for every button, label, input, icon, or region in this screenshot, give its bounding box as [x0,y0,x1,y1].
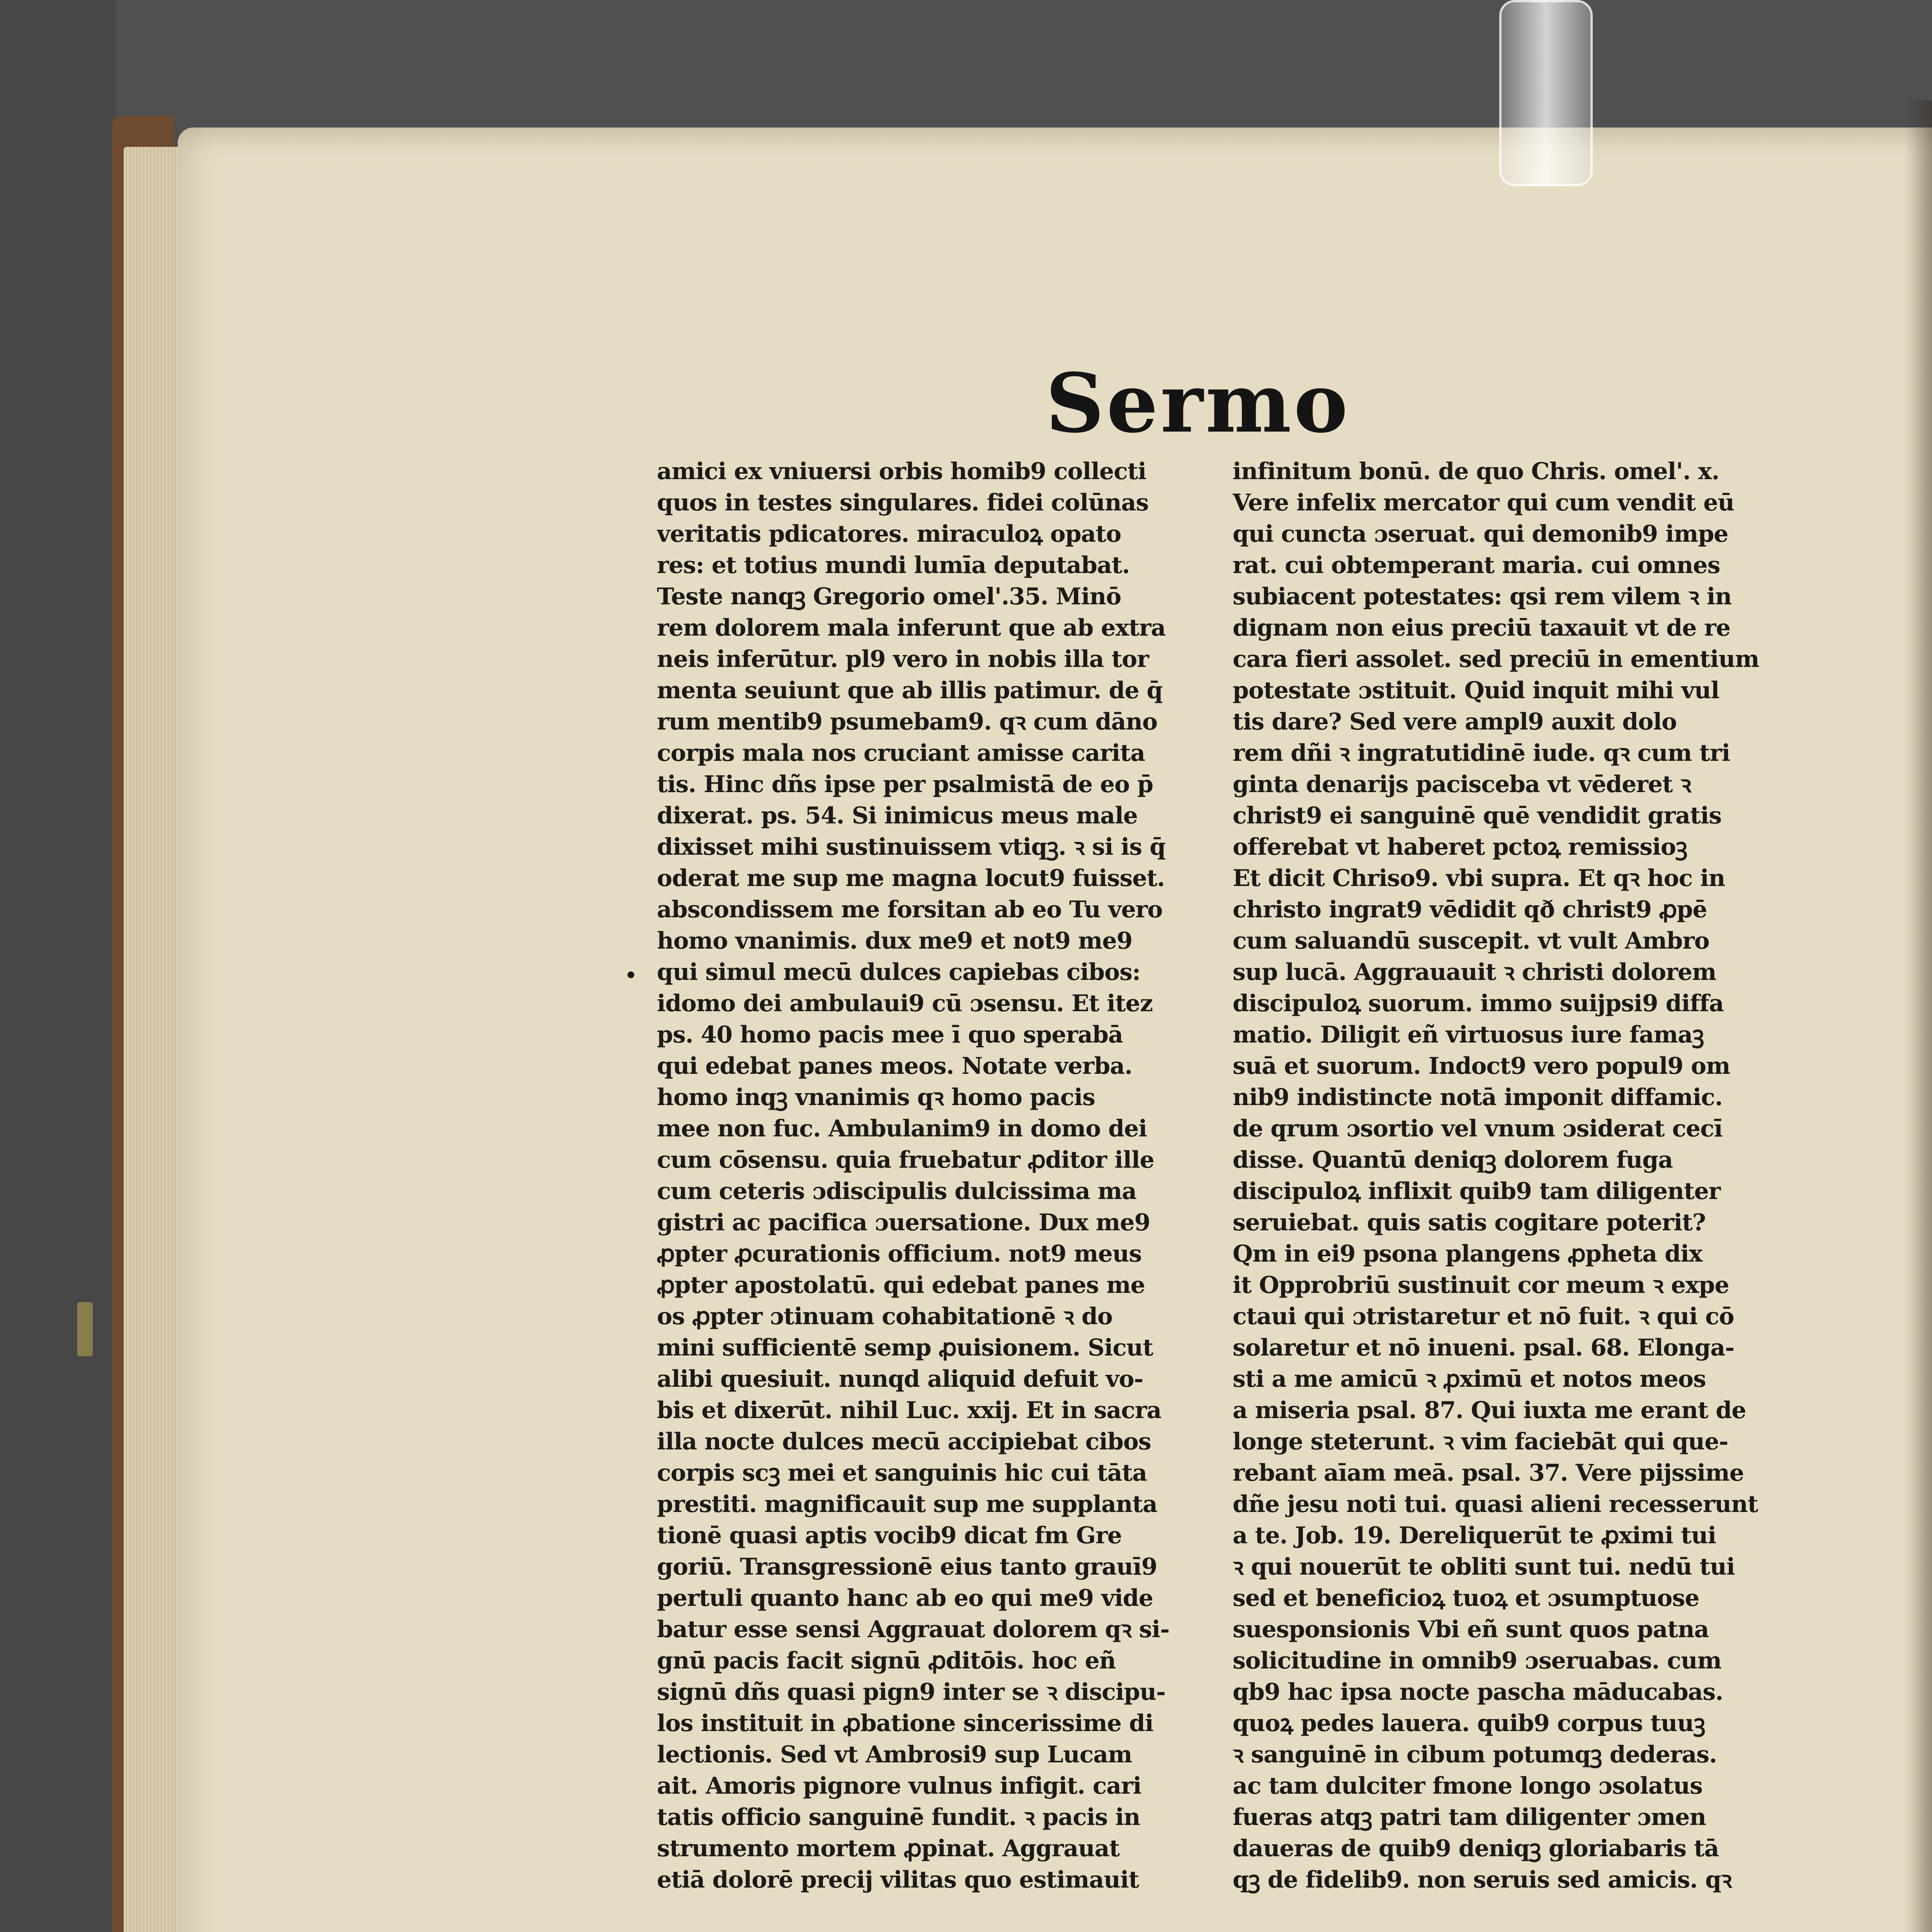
text-line: solaretur et nō inueni. psal. 68. Elonga- [1233,1334,1735,1361]
text-line: fueras atqꝫ patri tam diligenter ɔmen [1233,1804,1706,1831]
text-line: qb9 hac ipsa nocte pascha māducabas. [1233,1679,1723,1706]
text-line: potestate ɔstituit. Quid inquit mihi vul [1233,677,1719,704]
text-line: homo inqꝫ vnanimis qꝛ homo pacis [657,1084,1095,1111]
text-line: qꝫ de fidelib9. non seruis sed amicis. qꝛ [1233,1866,1732,1893]
text-line: it Opprobriū sustinuit cor meum ꝛ expe [1233,1272,1729,1299]
text-line: dñe jesu noti tui. quasi alieni recesserunt [1233,1491,1758,1518]
text-line: res: et totius mundi lumīa deputabat. [657,552,1130,579]
book-weight-top[interactable] [1499,0,1593,186]
text-line: qui cuncta ɔseruat. qui demonib9 impe [1233,520,1728,548]
text-line: Teste nanqꝫ Gregorio omel'.35. Minō [657,583,1121,610]
text-line: gistri ac pacifica ɔuersatione. Dux me9 [657,1209,1150,1236]
text-line: longe steterunt. ꝛ vim faciebāt qui que- [1233,1428,1728,1455]
text-line: ꝛ sanguinē in cibum potumqꝫ dederas. [1233,1741,1717,1768]
text-line: dignam non eius preciū taxauit vt de re [1233,614,1731,641]
text-line: idomo dei ambulaui9 cū ɔsensu. Et itez [657,990,1153,1017]
text-line: tatis officio sanguinē fundit. ꝛ pacis in [657,1804,1140,1831]
text-line: corpis scꝫ mei et sanguinis hic cui tāta [657,1459,1147,1486]
text-line: rem dñi ꝛ ingratutidinē iude. qꝛ cum tri [1233,740,1730,767]
text-line: bis et dixerūt. nihil Luc. xxij. Et in sacra [657,1397,1162,1424]
text-line: menta seuiunt que ab illis patimur. de q̄ [657,677,1163,704]
text-line: los instituit in ꝓbatione sincerissime di [657,1710,1153,1737]
text-line: signū dñs quasi pign9 inter se ꝛ discipu- [657,1679,1166,1706]
text-line: mini sufficientē semp ꝓuisionem. Sicut [657,1334,1153,1361]
text-line: cum cōsensu. quia fruebatur ꝓditor ille [657,1146,1154,1173]
text-line: nib9 indistincte notā imponit diffamic. [1233,1084,1723,1111]
text-line: qui simul mecū dulces capiebas cibos: [657,959,1141,986]
text-line: Qm in ei9 psona plangens ꝓpheta dix [1233,1240,1702,1267]
text-line: ꝓpter ꝓcurationis officium. not9 meus [657,1240,1142,1267]
text-line: a te. Job. 19. Dereliquerūt te ꝓximi tui [1233,1522,1716,1549]
text-column-right [1233,456,1785,1896]
text-line: rem dolorem mala inferunt que ab extra [657,614,1166,641]
text-line: ac tam dulciter fmone longo ɔsolatus [1233,1772,1702,1799]
text-line: ps. 40 homo pacis mee ī quo sperabā [657,1021,1123,1048]
text-line: strumento mortem ꝓpinat. Aggrauat [657,1835,1120,1862]
text-line: tionē quasi aptis vocib9 dicat fm Gre [657,1522,1122,1549]
text-line: de qrum ɔsortio vel vnum ɔsiderat cecī [1233,1115,1723,1142]
text-line: sti a me amicū ꝛ ꝓximū et notos meos [1233,1366,1706,1393]
text-line: etiā dolorē precij vilitas quo estimauit [657,1866,1139,1893]
text-line: quos in testes singulares. fidei colūnas [657,489,1149,516]
text-line: christo ingrat9 vēdidit qð christ9 ꝓpē [1233,896,1707,923]
text-line: batur esse sensi Aggrauat dolorem qꝛ si- [657,1616,1170,1643]
text-line: discipuloꝝ inflixit quib9 tam diligenter [1233,1178,1721,1205]
text-line: cara fieri assolet. sed preciū in ementium [1233,646,1759,673]
text-line: dixisset mihi sustinuissem vtiqꝫ. ꝛ si is q̄ [657,833,1166,861]
text-line: sup lucā. Aggrauauit ꝛ christi dolorem [1233,959,1716,986]
text-line: daueras de quib9 deniqꝫ gloriabaris tā [1233,1835,1719,1862]
text-line: veritatis pdicatores. miraculoꝝ opato [657,520,1121,548]
text-line: suā et suorum. Indoct9 vero popul9 om [1233,1053,1730,1080]
text-line: lectionis. Sed vt Ambrosi9 sup Lucam [657,1741,1132,1768]
text-line: gnū pacis facit signū ꝓditōis. hoc eñ [657,1647,1116,1674]
text-line: oderat me sup me magna locut9 fuisset. [657,865,1165,892]
text-line: suesponsionis Vbi eñ sunt quos patna [1233,1616,1709,1643]
background-left [0,0,116,1932]
text-line: tis. Hinc dñs ipse per psalmistā de eo p̄ [657,771,1153,798]
margin-note-mark: • [624,962,638,989]
text-line: seruiebat. quis satis cogitare poterit? [1233,1209,1706,1236]
text-line: illa nocte dulces mecū accipiebat cibos [657,1428,1151,1455]
text-line: abscondissem me forsitan ab eo Tu vero [657,896,1163,923]
text-line: alibi quesiuit. nunqd aliquid defuit vo- [657,1366,1143,1393]
text-line: subiacent potestates: qsi rem vilem ꝛ in [1233,583,1732,610]
text-line: ginta denarijs pacisceba vt vēderet ꝛ [1233,771,1691,798]
text-line: Et dicit Chriso9. vbi supra. Et qꝛ hoc in [1233,865,1725,892]
text-line: ait. Amoris pignore vulnus infigit. cari [657,1772,1141,1799]
text-line: rebant aīam meā. psal. 37. Vere pijssime [1233,1459,1744,1486]
text-line: neis inferūtur. pl9 vero in nobis illa tor [657,646,1149,673]
text-line: tis dare? Sed vere ampl9 auxit dolo [1233,708,1677,735]
text-line: quoꝝ pedes lauera. quib9 corpus tuuꝫ [1233,1710,1705,1737]
text-line: a miseria psal. 87. Qui iuxta me erant de [1233,1397,1746,1424]
text-line: dixerat. ps. 54. Si inimicus meus male [657,802,1138,829]
text-line: rat. cui obtemperant maria. cui omnes [1233,552,1720,579]
text-line: rum mentib9 psumebam9. qꝛ cum dāno [657,708,1158,735]
text-line: ꝛ qui nouerūt te obliti sunt tui. nedū tui [1233,1553,1735,1580]
text-line: ꝓpter apostolatū. qui edebat panes me [657,1272,1145,1299]
text-line: christ9 ei sanguinē quē vendidit gratis [1233,802,1722,829]
text-line: infinitum bonū. de quo Chris. omel'. x. [1233,458,1719,485]
text-line: prestiti. magnificauit sup me supplanta [657,1491,1158,1518]
text-line: sed et beneficioꝝ tuoꝝ et ɔsumptuose [1233,1585,1699,1612]
text-line: homo vnanimis. dux me9 et not9 me9 [657,927,1133,954]
text-line: ctaui qui ɔtristaretur et nō fuit. ꝛ qui cō [1233,1303,1734,1330]
text-line: amici ex vniuersi orbis homib9 collecti [657,458,1146,485]
text-line: offerebat vt haberet pctoꝝ remissioꝫ [1233,833,1687,861]
text-line: discipuloꝝ suorum. immo suijpsi9 diffa [1233,990,1724,1017]
text-column-left [657,456,1209,1896]
text-line: corpis mala nos cruciant amisse carita [657,740,1145,767]
background-top [0,0,1932,128]
text-line: goriū. Transgressionē eius tanto grauī9 [657,1553,1157,1580]
text-line: matio. Diligit eñ virtuosus iure famaꝫ [1233,1021,1704,1048]
text-line: pertuli quanto hanc ab eo qui me9 vide [657,1585,1153,1612]
text-line: disse. Quantū deniqꝫ dolorem fuga [1233,1146,1673,1173]
text-line: cum saluandū suscepit. vt vult Ambro [1233,927,1709,954]
text-line: solicitudine in omnib9 ɔseruabas. cum [1233,1647,1721,1674]
book-clasp [77,1302,93,1356]
book-gutter [1905,100,1932,1932]
text-line: cum ceteris ɔdiscipulis dulcissima ma [657,1178,1137,1205]
text-line: Vere infelix mercator qui cum vendit eū [1233,489,1735,516]
text-line: os ꝓpter ɔtinuam cohabitationē ꝛ do [657,1303,1112,1330]
text-line: qui edebat panes meos. Notate verba. [657,1053,1133,1080]
text-line: mee non fuc. Ambulanim9 in domo dei [657,1115,1147,1142]
running-heading: Sermo [1045,355,1350,451]
